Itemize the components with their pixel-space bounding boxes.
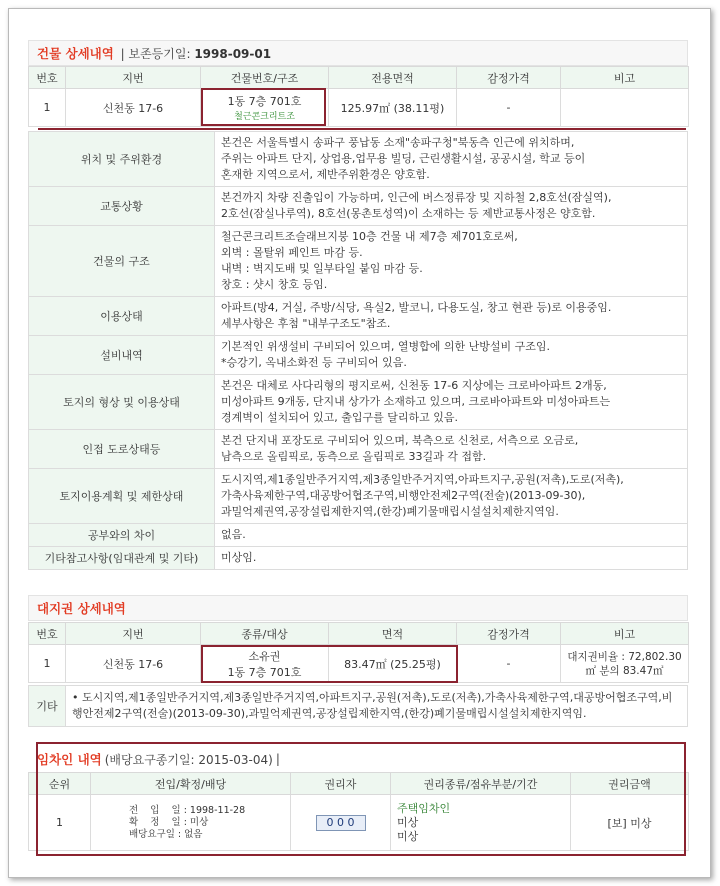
detail-row [29, 336, 688, 375]
detail-line: 기본적인 위생설비 구비되어 있으며, 열병합에 의한 난방설비 구조임. [221, 340, 550, 353]
detail-text [215, 469, 688, 524]
period: 미상 [397, 829, 419, 843]
detail-row [29, 524, 688, 547]
land-lot: 신천동 17-6 [66, 645, 201, 683]
detail-line: 본건은 대체로 사다리형의 평지로써, 신천동 17-6 지상에는 크로바아파트 2개동, [221, 379, 607, 392]
row-no: 1 [29, 89, 66, 127]
col-lot: 지번 [66, 67, 201, 89]
col-rank: 순위 [29, 773, 91, 795]
col-area: 면적 [329, 623, 457, 645]
col-note: 비고 [561, 623, 689, 645]
land-ratio: 대지권비율 : 72,802.30 [567, 650, 682, 663]
detail-line: 본건까지 차량 진출입이 가능하며, 인근에 버스정류장 및 지하철 2,8호선(잠실역), [221, 191, 612, 204]
land-table-header [29, 623, 689, 645]
row-appraisal: - [457, 89, 561, 127]
detail-line: *승강기, 옥내소화전 등 구비되어 있음. [221, 356, 407, 369]
detail-line: 창호 : 샷시 창호 등임. [221, 278, 328, 291]
preserve-label: 보존등기일: [128, 46, 191, 61]
building-section-header: 건물 상세내역 | 보존등기일: 1998-09-01 [28, 40, 688, 66]
building-section-title: 건물 상세내역 [37, 46, 114, 61]
detail-text [215, 297, 688, 336]
tenant-section-header: 임차인 내역 (배당요구종기일: 2015-03-04) | [28, 746, 688, 772]
detail-label: 건물의 구조 [29, 226, 215, 297]
col-note: 비고 [561, 67, 689, 89]
detail-line: 외벽 : 몰탈위 페인트 마감 등. [221, 246, 363, 259]
row-area: 125.97㎡ (38.11평) [329, 89, 457, 127]
detail-text [215, 336, 688, 375]
detail-line: 혼재한 지역으로서, 제반주위환경은 양호함. [221, 168, 430, 181]
detail-label: 기타참고사항(임대관계 및 기타) [29, 547, 215, 570]
detail-line: 과밀억제권역,공장설립제한지역,(한강)폐기물매립시설설치제한지역임. [221, 505, 559, 518]
highlight-line [38, 128, 686, 130]
detail-line: 없음. [221, 528, 246, 541]
detail-line: 경계벽이 설치되어 있고, 출입구를 달리하고 있음. [221, 411, 458, 424]
land-ratio-unit: ㎡ 분의 83.47㎡ [585, 664, 664, 677]
detail-label: 이용상태 [29, 297, 215, 336]
tenant-rank: 1 [29, 795, 91, 851]
detail-row [29, 430, 688, 469]
detail-line: 가축사육제한구역,대공방어협조구역,비행안전제2구역(전술)(2013-09-30), [221, 489, 586, 502]
building-section [28, 40, 688, 570]
col-no: 번호 [29, 67, 66, 89]
dividend-request: 배당요구일 : 없음 [129, 828, 203, 840]
land-right-type: 소유권 [248, 649, 281, 663]
right-type: 주택임차인 [397, 801, 451, 815]
detail-text [215, 547, 688, 570]
col-dates: 전입/확정/배당 [91, 773, 291, 795]
detail-label: 토지의 형상 및 이용상태 [29, 375, 215, 430]
land-no: 1 [29, 645, 66, 683]
row-lot: 신천동 17-6 [66, 89, 201, 127]
detail-label: 인접 도로상태등 [29, 430, 215, 469]
col-appraisal: 감정가격 [457, 623, 561, 645]
detail-line: 주위는 아파트 단지, 상업용,업무용 빌딩, 근린생활시설, 공공시설, 학교 등이 [221, 152, 586, 165]
land-other-text: • 도시지역,제1종일반주거지역,제3종일반주거지역,아파트지구,공원(저촉),도로(저촉),가축사육제한구역,대공방어협조구역,비행안전제2구역(전술)(2013-09-30),과밀억제권역,공장설립제한지역,(한강)폐기물매립시설설치제한지역임. [66, 686, 688, 727]
col-amount: 권리금액 [571, 773, 689, 795]
detail-line: 본건은 서울특별시 송파구 풍납동 소재"송파구청"북동측 인근에 위치하며, [221, 136, 575, 149]
land-target: 1동 7층 701호 [227, 665, 302, 679]
land-section-header [28, 595, 688, 621]
land-area: 83.47㎡ (25.25평) [329, 645, 457, 683]
detail-line: 도시지역,제1종일반주거지역,제3종일반주거지역,아파트지구,공원(저촉),도로(저촉), [221, 473, 624, 486]
tenant-section-title: 임차인 내역 [37, 752, 102, 767]
detail-label: 교통상황 [29, 187, 215, 226]
detail-line: 미성아파트 9개동, 단지내 상가가 소재하고 있으며, 크로바아파트와 미성아파트는 [221, 395, 611, 408]
land-section-title: 대지권 상세내역 [37, 601, 126, 616]
col-lot: 지번 [66, 623, 201, 645]
detail-line: 2호선(잠실나루역), 8호선(몽촌토성역)이 소재하는 등 제반교통사정은 양호함. [221, 207, 596, 220]
building-summary-table [28, 66, 689, 127]
detail-text [215, 524, 688, 547]
detail-label: 공부와의 차이 [29, 524, 215, 547]
unit-structure: 철근콘크리트조 [234, 112, 295, 122]
col-no: 번호 [29, 623, 66, 645]
col-holder: 권리자 [291, 773, 391, 795]
detail-line: 미상임. [221, 551, 257, 564]
detail-line: 아파트(방4, 거실, 주방/식당, 욕실2, 발코니, 다용도실, 창고 현관 등)로 이용중임. [221, 301, 612, 314]
detail-text [215, 132, 688, 187]
tenant-dividend-deadline: (배당요구종기일: 2015-03-04) [104, 752, 273, 767]
detail-label: 위치 및 주위환경 [29, 132, 215, 187]
holder-button[interactable]: 0 0 0 [316, 815, 366, 831]
unit-number: 1동 7층 701호 [227, 95, 302, 108]
preserve-date: 1998-09-01 [194, 46, 272, 61]
table-row [29, 89, 689, 127]
tenant-amount: [보] 미상 [571, 795, 689, 851]
detail-text [215, 430, 688, 469]
land-other-table [28, 685, 688, 727]
highlight-land [201, 645, 458, 683]
land-appraisal: - [457, 645, 561, 683]
building-detail-table [28, 131, 688, 570]
fixed-date: 확 정 일 : 미상 [129, 816, 209, 828]
detail-row [29, 547, 688, 570]
detail-text [215, 187, 688, 226]
col-unit-structure: 건물번호/구조 [201, 67, 329, 89]
detail-row [29, 469, 688, 524]
building-table-header [29, 67, 689, 89]
detail-line: 철근콘크리트조슬래브지붕 10층 건물 내 제7층 제701호로써, [221, 230, 518, 243]
col-right-type: 권리종류/점유부분/기간 [391, 773, 571, 795]
detail-line: 내벽 : 벽지도배 및 일부타일 붙임 마감 등. [221, 262, 423, 275]
detail-text [215, 375, 688, 430]
detail-row [29, 226, 688, 297]
detail-line: 세부사항은 후첨 "내부구조도"참조. [221, 317, 391, 330]
col-area: 전용면적 [329, 67, 457, 89]
move-in-date: 전 입 일 : 1998-11-28 [129, 804, 246, 816]
detail-line: 남측으로 올림픽로, 동측으로 올림픽로 33길과 각 접함. [221, 450, 487, 463]
detail-line: 본건 단지내 포장도로 구비되어 있으며, 북측으로 신천로, 서측으로 오금로, [221, 434, 579, 447]
detail-row [29, 132, 688, 187]
col-type: 종류/대상 [201, 623, 329, 645]
land-note [561, 645, 689, 683]
detail-row [29, 187, 688, 226]
occupy-part: 미상 [397, 815, 419, 829]
col-appraisal: 감정가격 [457, 67, 561, 89]
detail-text [215, 226, 688, 297]
detail-label: 토지이용계획 및 제한상태 [29, 469, 215, 524]
highlight-unit [201, 88, 326, 126]
detail-label: 설비내역 [29, 336, 215, 375]
highlight-tenant [36, 742, 686, 856]
row-note [561, 89, 689, 127]
detail-row [29, 297, 688, 336]
land-other-label: 기타 [29, 686, 66, 727]
detail-row [29, 375, 688, 430]
